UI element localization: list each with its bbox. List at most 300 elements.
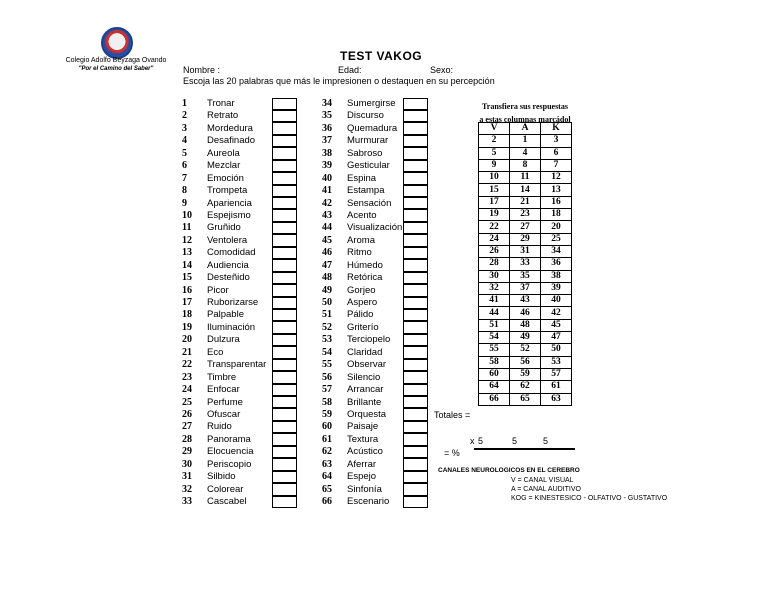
word-number: 64 <box>322 471 332 483</box>
word-number: 45 <box>322 234 332 246</box>
word-checkbox[interactable] <box>403 321 428 333</box>
word-number: 3 <box>182 122 187 134</box>
word-number: 34 <box>322 98 332 109</box>
totals-underline <box>474 448 575 450</box>
word-row <box>322 384 442 396</box>
word-label: Aroma <box>347 234 375 246</box>
word-row <box>322 148 442 160</box>
word-checkbox[interactable] <box>403 234 428 246</box>
table-cell: 53 <box>541 356 572 368</box>
word-number: 66 <box>322 496 332 507</box>
word-checkbox[interactable] <box>272 110 297 122</box>
table-row <box>479 135 572 147</box>
word-row <box>182 135 302 147</box>
word-row <box>322 135 442 147</box>
table-cell: 47 <box>541 332 572 344</box>
word-row <box>182 260 302 272</box>
table-cell: 45 <box>541 319 572 331</box>
word-checkbox[interactable] <box>272 334 297 346</box>
word-label: Acústico <box>347 446 383 458</box>
table-cell: 19 <box>479 209 510 221</box>
word-row <box>322 198 442 210</box>
word-number: 14 <box>182 259 192 271</box>
word-row <box>322 496 442 508</box>
word-row <box>182 285 302 297</box>
word-label: Aspero <box>347 297 378 308</box>
table-cell: 31 <box>510 245 541 257</box>
word-checkbox[interactable] <box>272 135 297 147</box>
word-row <box>322 434 442 446</box>
table-cell: 32 <box>479 282 510 294</box>
multiplier-x: x <box>470 436 475 446</box>
word-label: Ofuscar <box>207 408 241 420</box>
word-label: Timbre <box>207 371 237 383</box>
word-number: 61 <box>322 433 332 445</box>
word-label: Ruido <box>207 421 232 433</box>
word-label: Ruborizarse <box>207 297 259 308</box>
word-number: 53 <box>322 334 332 346</box>
word-row <box>182 98 302 110</box>
word-checkbox[interactable] <box>272 147 297 159</box>
legend-title: CANALES NEUROLOGICOS EN EL CEREBRO <box>438 467 580 474</box>
word-label: Dulzura <box>207 334 240 346</box>
word-label: Pálido <box>347 309 374 321</box>
word-checkbox[interactable] <box>403 371 428 383</box>
header-v: V <box>479 123 510 135</box>
word-row <box>322 421 442 433</box>
word-label: Silbido <box>207 471 236 483</box>
multiplier-v: 5 <box>478 436 484 446</box>
table-cell: 15 <box>479 184 510 196</box>
word-checkbox[interactable] <box>272 496 297 508</box>
word-row <box>182 409 302 421</box>
word-row <box>182 471 302 483</box>
word-checkbox[interactable] <box>403 110 428 122</box>
word-number: 2 <box>182 110 187 122</box>
table-row <box>479 233 572 245</box>
word-checkbox[interactable] <box>272 371 297 383</box>
table-cell: 8 <box>510 159 541 171</box>
word-row <box>182 198 302 210</box>
word-row <box>322 285 442 297</box>
word-row <box>182 397 302 409</box>
word-number: 24 <box>182 384 192 396</box>
school-info <box>60 56 172 74</box>
table-cell: 18 <box>541 209 572 221</box>
word-checkbox[interactable] <box>272 309 297 321</box>
word-checkbox[interactable] <box>272 209 297 221</box>
table-cell: 13 <box>541 184 572 196</box>
table-cell: 35 <box>510 270 541 282</box>
table-cell: 2 <box>479 135 510 147</box>
word-checkbox[interactable] <box>272 259 297 271</box>
word-row <box>182 210 302 222</box>
word-row <box>182 446 302 458</box>
word-label: Tronar <box>207 98 235 109</box>
table-cell: 40 <box>541 295 572 307</box>
table-cell: 3 <box>541 135 572 147</box>
word-label: Griterío <box>347 321 379 333</box>
table-row <box>479 295 572 307</box>
word-checkbox[interactable] <box>403 197 428 209</box>
word-number: 19 <box>182 321 192 333</box>
word-checkbox[interactable] <box>272 446 297 458</box>
word-number: 57 <box>322 384 332 396</box>
table-cell: 39 <box>541 282 572 294</box>
word-row <box>322 297 442 309</box>
word-checkbox[interactable] <box>403 259 428 271</box>
word-label: Escenario <box>347 496 390 507</box>
table-cell: 24 <box>479 233 510 245</box>
word-row <box>182 272 302 284</box>
word-row <box>322 459 442 471</box>
word-checkbox[interactable] <box>272 421 297 433</box>
word-checkbox[interactable] <box>272 284 297 296</box>
word-label: Discurso <box>347 110 384 122</box>
word-checkbox[interactable] <box>403 433 428 445</box>
table-cell: 58 <box>479 356 510 368</box>
table-row <box>479 184 572 196</box>
word-number: 22 <box>182 359 192 371</box>
table-cell: 52 <box>510 344 541 356</box>
table-cell: 41 <box>479 295 510 307</box>
word-row <box>322 372 442 384</box>
word-row <box>322 484 442 496</box>
table-row <box>479 393 572 405</box>
word-row <box>322 160 442 172</box>
word-number: 28 <box>182 433 192 445</box>
totals-label: Totales = <box>434 410 471 420</box>
table-cell: 6 <box>541 147 572 159</box>
word-row <box>182 123 302 135</box>
word-checkbox[interactable] <box>403 284 428 296</box>
word-label: Brillante <box>347 396 382 408</box>
word-number: 37 <box>322 135 332 147</box>
word-label: Sumergirse <box>347 98 396 109</box>
table-row <box>479 307 572 319</box>
word-number: 18 <box>182 309 192 321</box>
word-checkbox[interactable] <box>403 408 428 420</box>
table-cell: 59 <box>510 368 541 380</box>
word-checkbox[interactable] <box>403 135 428 147</box>
word-checkbox[interactable] <box>403 147 428 159</box>
word-checkbox[interactable] <box>403 222 428 234</box>
word-checkbox[interactable] <box>403 297 428 309</box>
table-cell: 56 <box>510 356 541 368</box>
word-number: 48 <box>322 272 332 284</box>
word-number: 13 <box>182 247 192 259</box>
word-row <box>182 459 302 471</box>
word-label: Panorama <box>207 433 251 445</box>
word-checkbox[interactable] <box>272 160 297 172</box>
word-checkbox[interactable] <box>403 458 428 470</box>
word-number: 43 <box>322 209 332 221</box>
table-cell: 48 <box>510 319 541 331</box>
table-cell: 10 <box>479 172 510 184</box>
word-row <box>322 322 442 334</box>
word-checkbox[interactable] <box>272 297 297 309</box>
word-row <box>322 98 442 110</box>
transfer-title-line1: Transfiera sus respuestas <box>482 102 568 111</box>
table-cell: 54 <box>479 332 510 344</box>
word-row <box>322 446 442 458</box>
table-cell: 14 <box>510 184 541 196</box>
word-row <box>322 260 442 272</box>
word-checkbox[interactable] <box>403 359 428 371</box>
word-number: 21 <box>182 346 192 358</box>
word-row <box>322 409 442 421</box>
multiplier-k: 5 <box>543 436 549 446</box>
table-row <box>479 196 572 208</box>
table-cell: 26 <box>479 245 510 257</box>
word-row <box>322 347 442 359</box>
word-number: 30 <box>182 458 192 470</box>
word-number: 23 <box>182 371 192 383</box>
word-number: 5 <box>182 147 187 159</box>
table-cell: 51 <box>479 319 510 331</box>
word-label: Palpable <box>207 309 244 321</box>
word-number: 29 <box>182 446 192 458</box>
word-row <box>322 359 442 371</box>
word-row <box>182 173 302 185</box>
word-row <box>182 359 302 371</box>
table-cell: 55 <box>479 344 510 356</box>
word-number: 1 <box>182 98 187 109</box>
word-number: 36 <box>322 122 332 134</box>
word-label: Emoción <box>207 172 244 184</box>
word-number: 7 <box>182 172 187 184</box>
table-cell: 63 <box>541 393 572 405</box>
word-checkbox[interactable] <box>272 185 297 197</box>
table-cell: 12 <box>541 172 572 184</box>
word-label: Sinfonía <box>347 483 382 495</box>
word-checkbox[interactable] <box>403 185 428 197</box>
table-row <box>479 221 572 233</box>
word-label: Desteñido <box>207 272 250 284</box>
word-label: Silencio <box>347 371 381 383</box>
table-cell: 21 <box>510 196 541 208</box>
table-cell: 61 <box>541 381 572 393</box>
table-cell: 23 <box>510 209 541 221</box>
word-checkbox[interactable] <box>272 483 297 495</box>
word-checkbox[interactable] <box>403 483 428 495</box>
legend-auditivo: A = CANAL AUDITIVO <box>511 486 581 493</box>
word-checkbox[interactable] <box>272 222 297 234</box>
word-checkbox[interactable] <box>403 334 428 346</box>
header-a: A <box>510 123 541 135</box>
word-checkbox[interactable] <box>272 384 297 396</box>
word-row <box>182 347 302 359</box>
word-label: Espina <box>347 172 377 184</box>
word-checkbox[interactable] <box>272 458 297 470</box>
word-label: Aferrar <box>347 458 377 470</box>
table-cell: 16 <box>541 196 572 208</box>
word-checkbox[interactable] <box>272 272 297 284</box>
sexo-label: Sexo: <box>430 65 454 75</box>
word-checkbox[interactable] <box>403 272 428 284</box>
table-row <box>479 172 572 184</box>
word-checkbox[interactable] <box>272 408 297 420</box>
word-label: Visualización <box>347 222 403 234</box>
word-row <box>182 309 302 321</box>
word-row <box>182 484 302 496</box>
word-number: 11 <box>182 222 192 234</box>
word-number: 38 <box>322 147 332 159</box>
word-row <box>182 185 302 197</box>
table-cell: 36 <box>541 258 572 270</box>
word-number: 60 <box>322 421 332 433</box>
word-number: 39 <box>322 160 332 172</box>
multiplier-a: 5 <box>512 436 518 446</box>
word-number: 32 <box>182 483 192 495</box>
table-row <box>479 344 572 356</box>
word-label: Perfume <box>207 396 243 408</box>
school-name: Colegio Adolfo Beyzaga Ovando <box>65 57 167 64</box>
word-list-right <box>322 98 442 508</box>
word-label: Audiencia <box>207 259 249 271</box>
word-checkbox[interactable] <box>272 359 297 371</box>
word-label: Espejo <box>347 471 377 483</box>
table-cell: 25 <box>541 233 572 245</box>
word-label: Espejismo <box>207 209 251 221</box>
word-label: Apariencia <box>207 197 252 209</box>
word-label: Gruñido <box>207 222 241 234</box>
word-label: Periscopio <box>207 458 252 470</box>
word-number: 42 <box>322 197 332 209</box>
word-list-left <box>182 98 302 508</box>
word-checkbox[interactable] <box>272 433 297 445</box>
word-label: Retórica <box>347 272 383 284</box>
word-label: Cascabel <box>207 496 247 507</box>
word-label: Terciopelo <box>347 334 391 346</box>
word-checkbox[interactable] <box>272 172 297 184</box>
word-number: 65 <box>322 483 332 495</box>
word-number: 12 <box>182 234 192 246</box>
word-checkbox[interactable] <box>272 247 297 259</box>
word-checkbox[interactable] <box>403 309 428 321</box>
word-row <box>322 222 442 234</box>
word-checkbox[interactable] <box>403 98 428 110</box>
word-number: 35 <box>322 110 332 122</box>
table-cell: 17 <box>479 196 510 208</box>
word-label: Retrato <box>207 110 239 122</box>
table-row <box>479 332 572 344</box>
word-checkbox[interactable] <box>272 122 297 134</box>
word-row <box>182 372 302 384</box>
table-cell: 27 <box>510 221 541 233</box>
table-row <box>479 147 572 159</box>
word-checkbox[interactable] <box>272 234 297 246</box>
table-cell: 50 <box>541 344 572 356</box>
word-label: Textura <box>347 433 379 445</box>
word-label: Observar <box>347 359 387 371</box>
word-checkbox[interactable] <box>403 471 428 483</box>
word-checkbox[interactable] <box>403 384 428 396</box>
word-number: 52 <box>322 321 332 333</box>
word-number: 15 <box>182 272 192 284</box>
word-checkbox[interactable] <box>272 471 297 483</box>
word-checkbox[interactable] <box>272 396 297 408</box>
edad-label: Edad: <box>338 65 362 75</box>
word-checkbox[interactable] <box>272 321 297 333</box>
word-label: Paisaje <box>347 421 379 433</box>
word-label: Acento <box>347 209 377 221</box>
word-label: Claridad <box>347 346 383 358</box>
word-row <box>322 397 442 409</box>
word-number: 6 <box>182 160 187 172</box>
word-number: 25 <box>182 396 192 408</box>
instructions: Escoja las 20 palabras que más le impresionen o destaquen en su percepción <box>183 76 495 86</box>
word-row <box>322 247 442 259</box>
word-row <box>322 272 442 284</box>
word-checkbox[interactable] <box>403 396 428 408</box>
word-checkbox[interactable] <box>272 98 297 110</box>
table-cell: 33 <box>510 258 541 270</box>
word-number: 62 <box>322 446 332 458</box>
word-number: 56 <box>322 371 332 383</box>
word-checkbox[interactable] <box>403 346 428 358</box>
table-cell: 57 <box>541 368 572 380</box>
word-number: 44 <box>322 222 332 234</box>
table-row <box>479 159 572 171</box>
word-checkbox[interactable] <box>403 160 428 172</box>
table-cell: 28 <box>479 258 510 270</box>
table-cell: 44 <box>479 307 510 319</box>
table-cell: 37 <box>510 282 541 294</box>
vak-table <box>478 122 572 406</box>
word-checkbox[interactable] <box>403 496 428 508</box>
transfer-title-line2: a estas columnas marcádol <box>479 115 571 124</box>
word-label: Ritmo <box>347 247 372 259</box>
word-label: Colorear <box>207 483 244 495</box>
header-k: K <box>541 123 572 135</box>
word-number: 41 <box>322 185 332 197</box>
word-row <box>182 496 302 508</box>
word-label: Desafinado <box>207 135 256 147</box>
word-label: Transparentar <box>207 359 267 371</box>
word-label: Quemadura <box>347 122 398 134</box>
word-row <box>182 322 302 334</box>
nombre-label: Nombre : <box>183 65 221 75</box>
table-row <box>479 245 572 257</box>
word-checkbox[interactable] <box>403 446 428 458</box>
word-row <box>182 160 302 172</box>
word-number: 31 <box>182 471 192 483</box>
word-row <box>322 309 442 321</box>
word-label: Orquesta <box>347 408 387 420</box>
word-checkbox[interactable] <box>403 421 428 433</box>
word-checkbox[interactable] <box>403 172 428 184</box>
table-cell: 7 <box>541 159 572 171</box>
word-checkbox[interactable] <box>403 247 428 259</box>
word-number: 49 <box>322 284 332 296</box>
word-number: 63 <box>322 458 332 470</box>
table-cell: 38 <box>541 270 572 282</box>
word-label: Eco <box>207 346 224 358</box>
word-number: 16 <box>182 284 192 296</box>
word-number: 20 <box>182 334 192 346</box>
word-row <box>322 185 442 197</box>
word-label: Picor <box>207 284 229 296</box>
table-cell: 22 <box>479 221 510 233</box>
word-row <box>322 110 442 122</box>
word-label: Mordedura <box>207 122 253 134</box>
word-checkbox[interactable] <box>403 209 428 221</box>
word-checkbox[interactable] <box>272 197 297 209</box>
word-label: Arrancar <box>347 384 384 396</box>
word-checkbox[interactable] <box>403 122 428 134</box>
word-checkbox[interactable] <box>272 346 297 358</box>
